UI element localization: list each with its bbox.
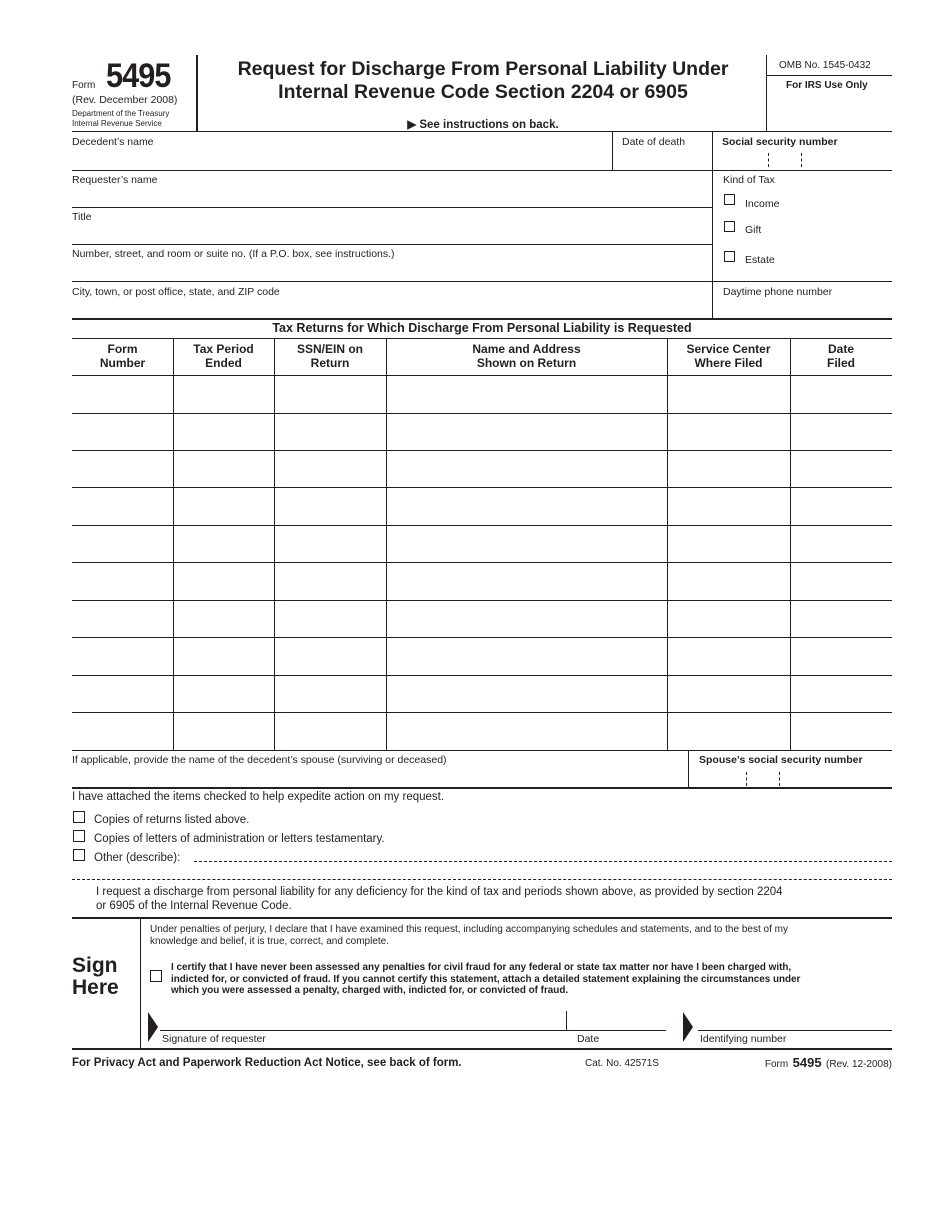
date-of-death-field[interactable] [613, 132, 712, 170]
title-line2: Internal Revenue Code Section 2204 or 6905 [278, 81, 688, 103]
title-label: Title [72, 211, 92, 223]
spouse-ssn-label: Spouse’s social security number [699, 754, 863, 766]
identifying-label: Identifying number [700, 1033, 787, 1045]
request-statement: I request a discharge from personal liability for any deficiency for the kind of tax and periods shown above, as provided by section 2204 or 6905 of the Internal Revenue Code. [96, 886, 783, 912]
sign-here-heading: Sign Here [72, 954, 119, 999]
income-label: Income [745, 198, 780, 210]
signature-arrow-icon [148, 1012, 158, 1042]
other-label: Other (describe): [94, 852, 181, 864]
requester-name-field[interactable] [72, 171, 712, 207]
signature-date-field[interactable] [567, 1010, 666, 1030]
certify-statement: I certify that I have never been assessed any penalties for civil fraud for any federal or state tax matter nor have I been charged with, indicted for, or convicted of fraud. If you cannot certify this statement, attach a detailed statement explaining the circumstances under which you were assessed a penalty, charged with, indicted for, or convicted of fraud. [171, 962, 801, 996]
attachments-intro: I have attached the items checked to help expedite action on my request. [72, 791, 445, 803]
gift-label: Gift [745, 224, 762, 236]
penalty-statement: Under penalties of perjury, I declare that I have examined this request, including accompanying schedules and statements, and to the best of my knowledge and belief, it is true, correct, and complete. [150, 924, 788, 947]
date-of-death-label: Date of death [622, 136, 686, 148]
table-row[interactable] [72, 638, 892, 676]
table-row[interactable] [72, 712, 892, 749]
table-row[interactable] [72, 413, 892, 451]
form-word: Form [72, 80, 96, 91]
returns-checkbox[interactable] [73, 811, 85, 823]
col-date-filed: Date Filed [826, 342, 855, 370]
rule-table-top [72, 318, 892, 320]
catalog-number: Cat. No. 42571S [585, 1058, 659, 1069]
title-line1: Request for Discharge From Personal Liability Under [237, 58, 729, 80]
ssn-field[interactable] [713, 132, 892, 170]
table-row[interactable] [72, 525, 892, 563]
decedent-name-field[interactable] [72, 132, 612, 170]
signature-field[interactable] [160, 1010, 564, 1030]
omb-number: OMB No. 1545-0432 [779, 60, 871, 71]
requester-name-label: Requester’s name [72, 174, 158, 186]
table-row[interactable] [72, 376, 892, 414]
title-field[interactable] [72, 208, 712, 244]
footer-form-id: Form 5495 (Rev. 12-2008) [764, 1055, 892, 1070]
ssn-label: Social security number [722, 136, 838, 148]
irs-use-only: For IRS Use Only [786, 80, 868, 91]
col-ssn-ein: SSN/EIN on Return [296, 342, 363, 370]
spouse-name-field[interactable] [72, 751, 688, 787]
daytime-phone-field[interactable] [713, 282, 892, 318]
col-service-center: Service Center Where Filed [686, 342, 771, 370]
see-instructions: ▶ See instructions on back. [407, 119, 559, 131]
address-field[interactable] [72, 245, 712, 281]
letters-checkbox[interactable] [73, 830, 85, 842]
phone-label: Daytime phone number [723, 286, 833, 298]
spouse-name-label: If applicable, provide the name of the decedent’s spouse (surviving or deceased) [72, 754, 447, 766]
table-row[interactable] [72, 600, 892, 638]
col-name-address: Name and Address Shown on Return [472, 342, 581, 370]
gift-checkbox[interactable] [724, 221, 735, 232]
estate-label: Estate [745, 254, 775, 266]
address-label: Number, street, and room or suite no. (If a P.O. box, see instructions.) [72, 248, 395, 260]
dept-line1: Department of the Treasury [72, 109, 170, 118]
dept-line2: Internal Revenue Service [72, 119, 162, 128]
letters-label: Copies of letters of administration or letters testamentary. [94, 833, 385, 845]
city-label: City, town, or post office, state, and ZIP code [72, 286, 280, 298]
header-divider-right [766, 55, 767, 131]
identifying-number-field[interactable] [698, 1010, 892, 1030]
form-title [198, 58, 768, 104]
income-checkbox[interactable] [724, 194, 735, 205]
certify-checkbox[interactable] [150, 970, 162, 982]
table-row[interactable] [72, 488, 892, 526]
table-row[interactable] [72, 450, 892, 488]
col-tax-period: Tax Period Ended [193, 342, 254, 370]
city-state-zip-field[interactable] [72, 282, 712, 318]
form-number: 5495 [106, 57, 171, 95]
col-form-number: Form Number [99, 342, 146, 370]
signature-label: Signature of requester [162, 1033, 266, 1045]
date-label: Date [577, 1033, 600, 1045]
identifying-arrow-icon [683, 1012, 693, 1042]
table-title: Tax Returns for Which Discharge From Personal Liability is Requested [272, 321, 692, 335]
privacy-notice: For Privacy Act and Paperwork Reduction Act Notice, see back of form. [72, 1057, 462, 1069]
returns-label: Copies of returns listed above. [94, 814, 250, 826]
spouse-ssn-field[interactable] [689, 751, 892, 787]
omb-rule [766, 75, 892, 76]
table-row[interactable] [72, 675, 892, 713]
other-checkbox[interactable] [73, 849, 85, 861]
decedent-name-label: Decedent’s name [72, 136, 154, 148]
kind-of-tax-label: Kind of Tax [723, 174, 775, 186]
estate-checkbox[interactable] [724, 251, 735, 262]
form-revision: (Rev. December 2008) [72, 94, 178, 106]
table-row[interactable] [72, 563, 892, 601]
